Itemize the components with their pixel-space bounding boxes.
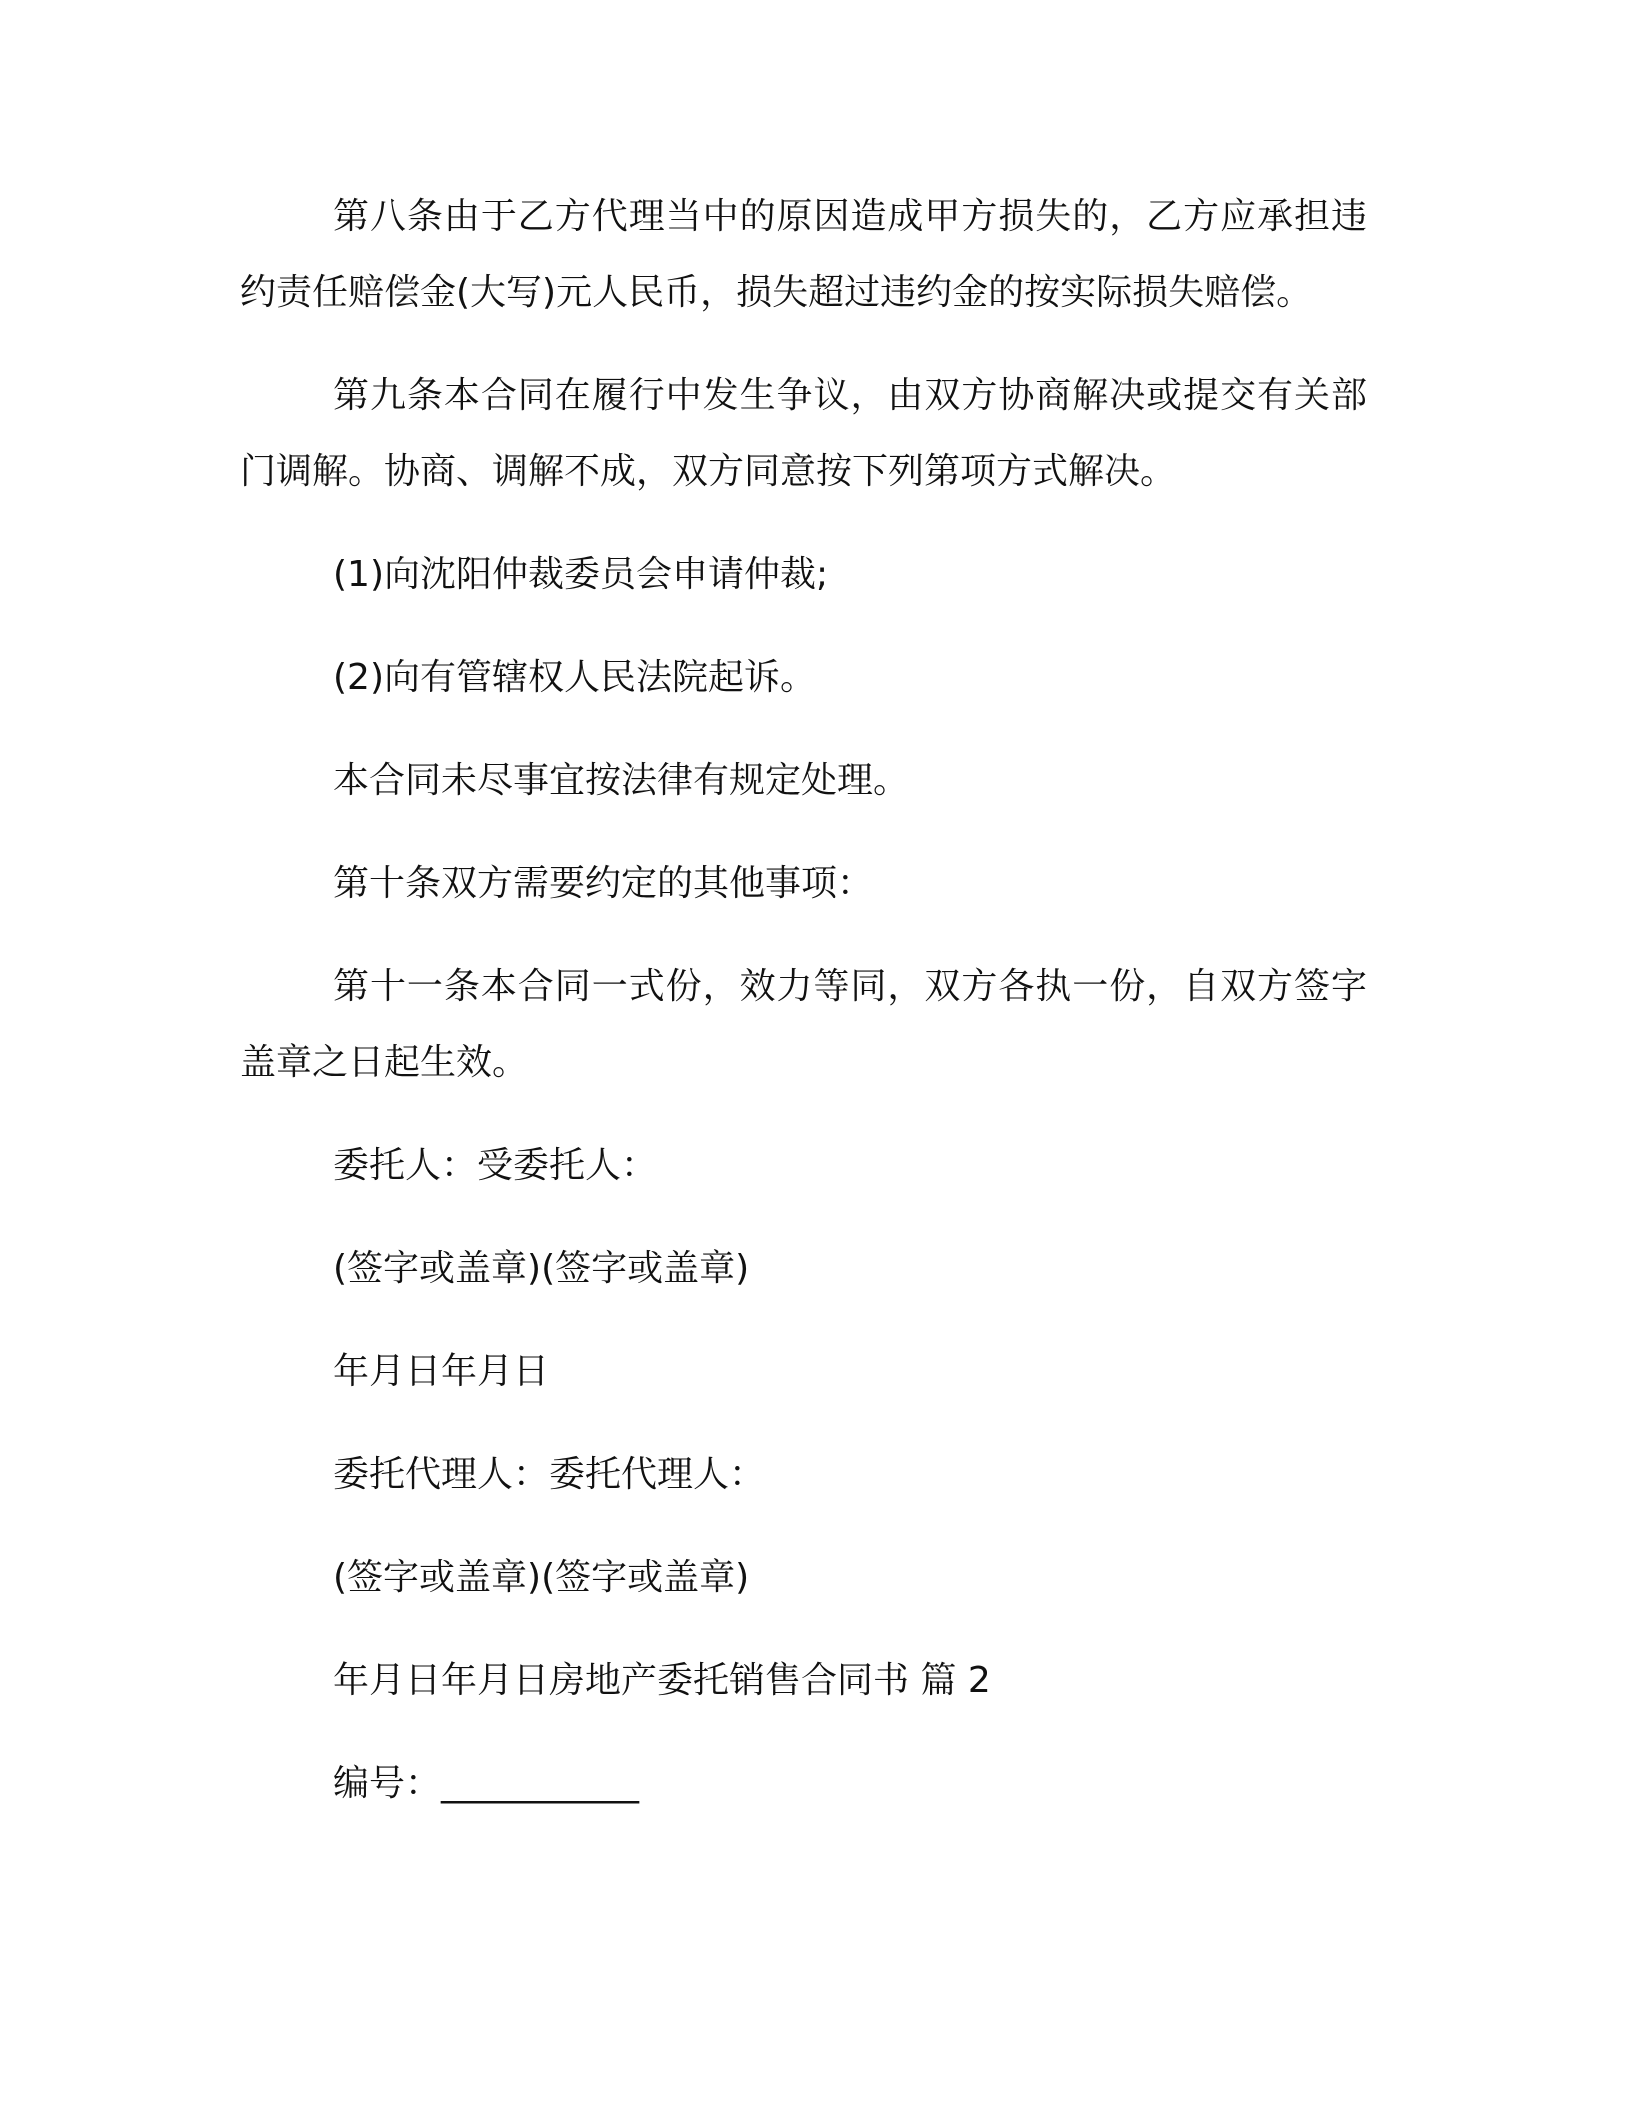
contract-number-line: 编号：___________	[333, 1763, 640, 1804]
contract-number-paragraph	[240, 1746, 1367, 1822]
date-and-section-title-line: 年月日年月日房地产委托销售合同书 篇 2	[333, 1660, 991, 1701]
lawsuit-option-paragraph	[240, 640, 1367, 716]
unresolved-matters-paragraph	[240, 743, 1367, 819]
date-and-section-title-paragraph	[240, 1643, 1367, 1719]
article-8-paragraph	[240, 179, 1367, 331]
article-9-line-2: 门调解。协商、调解不成，双方同意按下列第项方式解决。	[240, 451, 1177, 492]
unresolved-matters-line: 本合同未尽事宜按法律有规定处理。	[333, 760, 910, 801]
lawsuit-option-line: (2)向有管辖权人民法院起诉。	[333, 657, 816, 698]
signature-seal-line-2: (签字或盖章)(签字或盖章)	[333, 1557, 750, 1598]
article-8-line-2: 约责任赔偿金(大写)元人民币，损失超过违约金的按实际损失赔偿。	[240, 272, 1313, 313]
article-11-paragraph	[240, 949, 1367, 1101]
date-line-1: 年月日年月日	[333, 1351, 550, 1392]
article-9-paragraph	[240, 358, 1367, 510]
authorized-agent-label-paragraph	[240, 1437, 1367, 1513]
document-body	[240, 179, 1367, 1849]
signature-seal-line-1: (签字或盖章)(签字或盖章)	[333, 1248, 750, 1289]
arbitration-option-line: (1)向沈阳仲裁委员会申请仲裁;	[333, 554, 829, 595]
authorized-agent-label-line: 委托代理人：委托代理人：	[333, 1454, 766, 1495]
principal-agent-label-paragraph	[240, 1128, 1367, 1204]
article-10-paragraph	[240, 846, 1367, 922]
signature-seal-paragraph-2	[240, 1540, 1367, 1616]
arbitration-option-paragraph	[240, 537, 1367, 613]
article-9-line-1: 第九条本合同在履行中发生争议，由双方协商解决或提交有关部	[333, 375, 1367, 416]
article-8-line-1: 第八条由于乙方代理当中的原因造成甲方损失的，乙方应承担违	[333, 196, 1367, 237]
article-11-line-1: 第十一条本合同一式份，效力等同，双方各执一份，自双方签字	[333, 966, 1367, 1007]
signature-seal-paragraph-1	[240, 1231, 1367, 1307]
principal-agent-label-line: 委托人：受委托人：	[333, 1145, 658, 1186]
article-10-line: 第十条双方需要约定的其他事项：	[333, 863, 874, 904]
article-11-line-2: 盖章之日起生效。	[240, 1042, 529, 1083]
date-paragraph-1	[240, 1334, 1367, 1410]
